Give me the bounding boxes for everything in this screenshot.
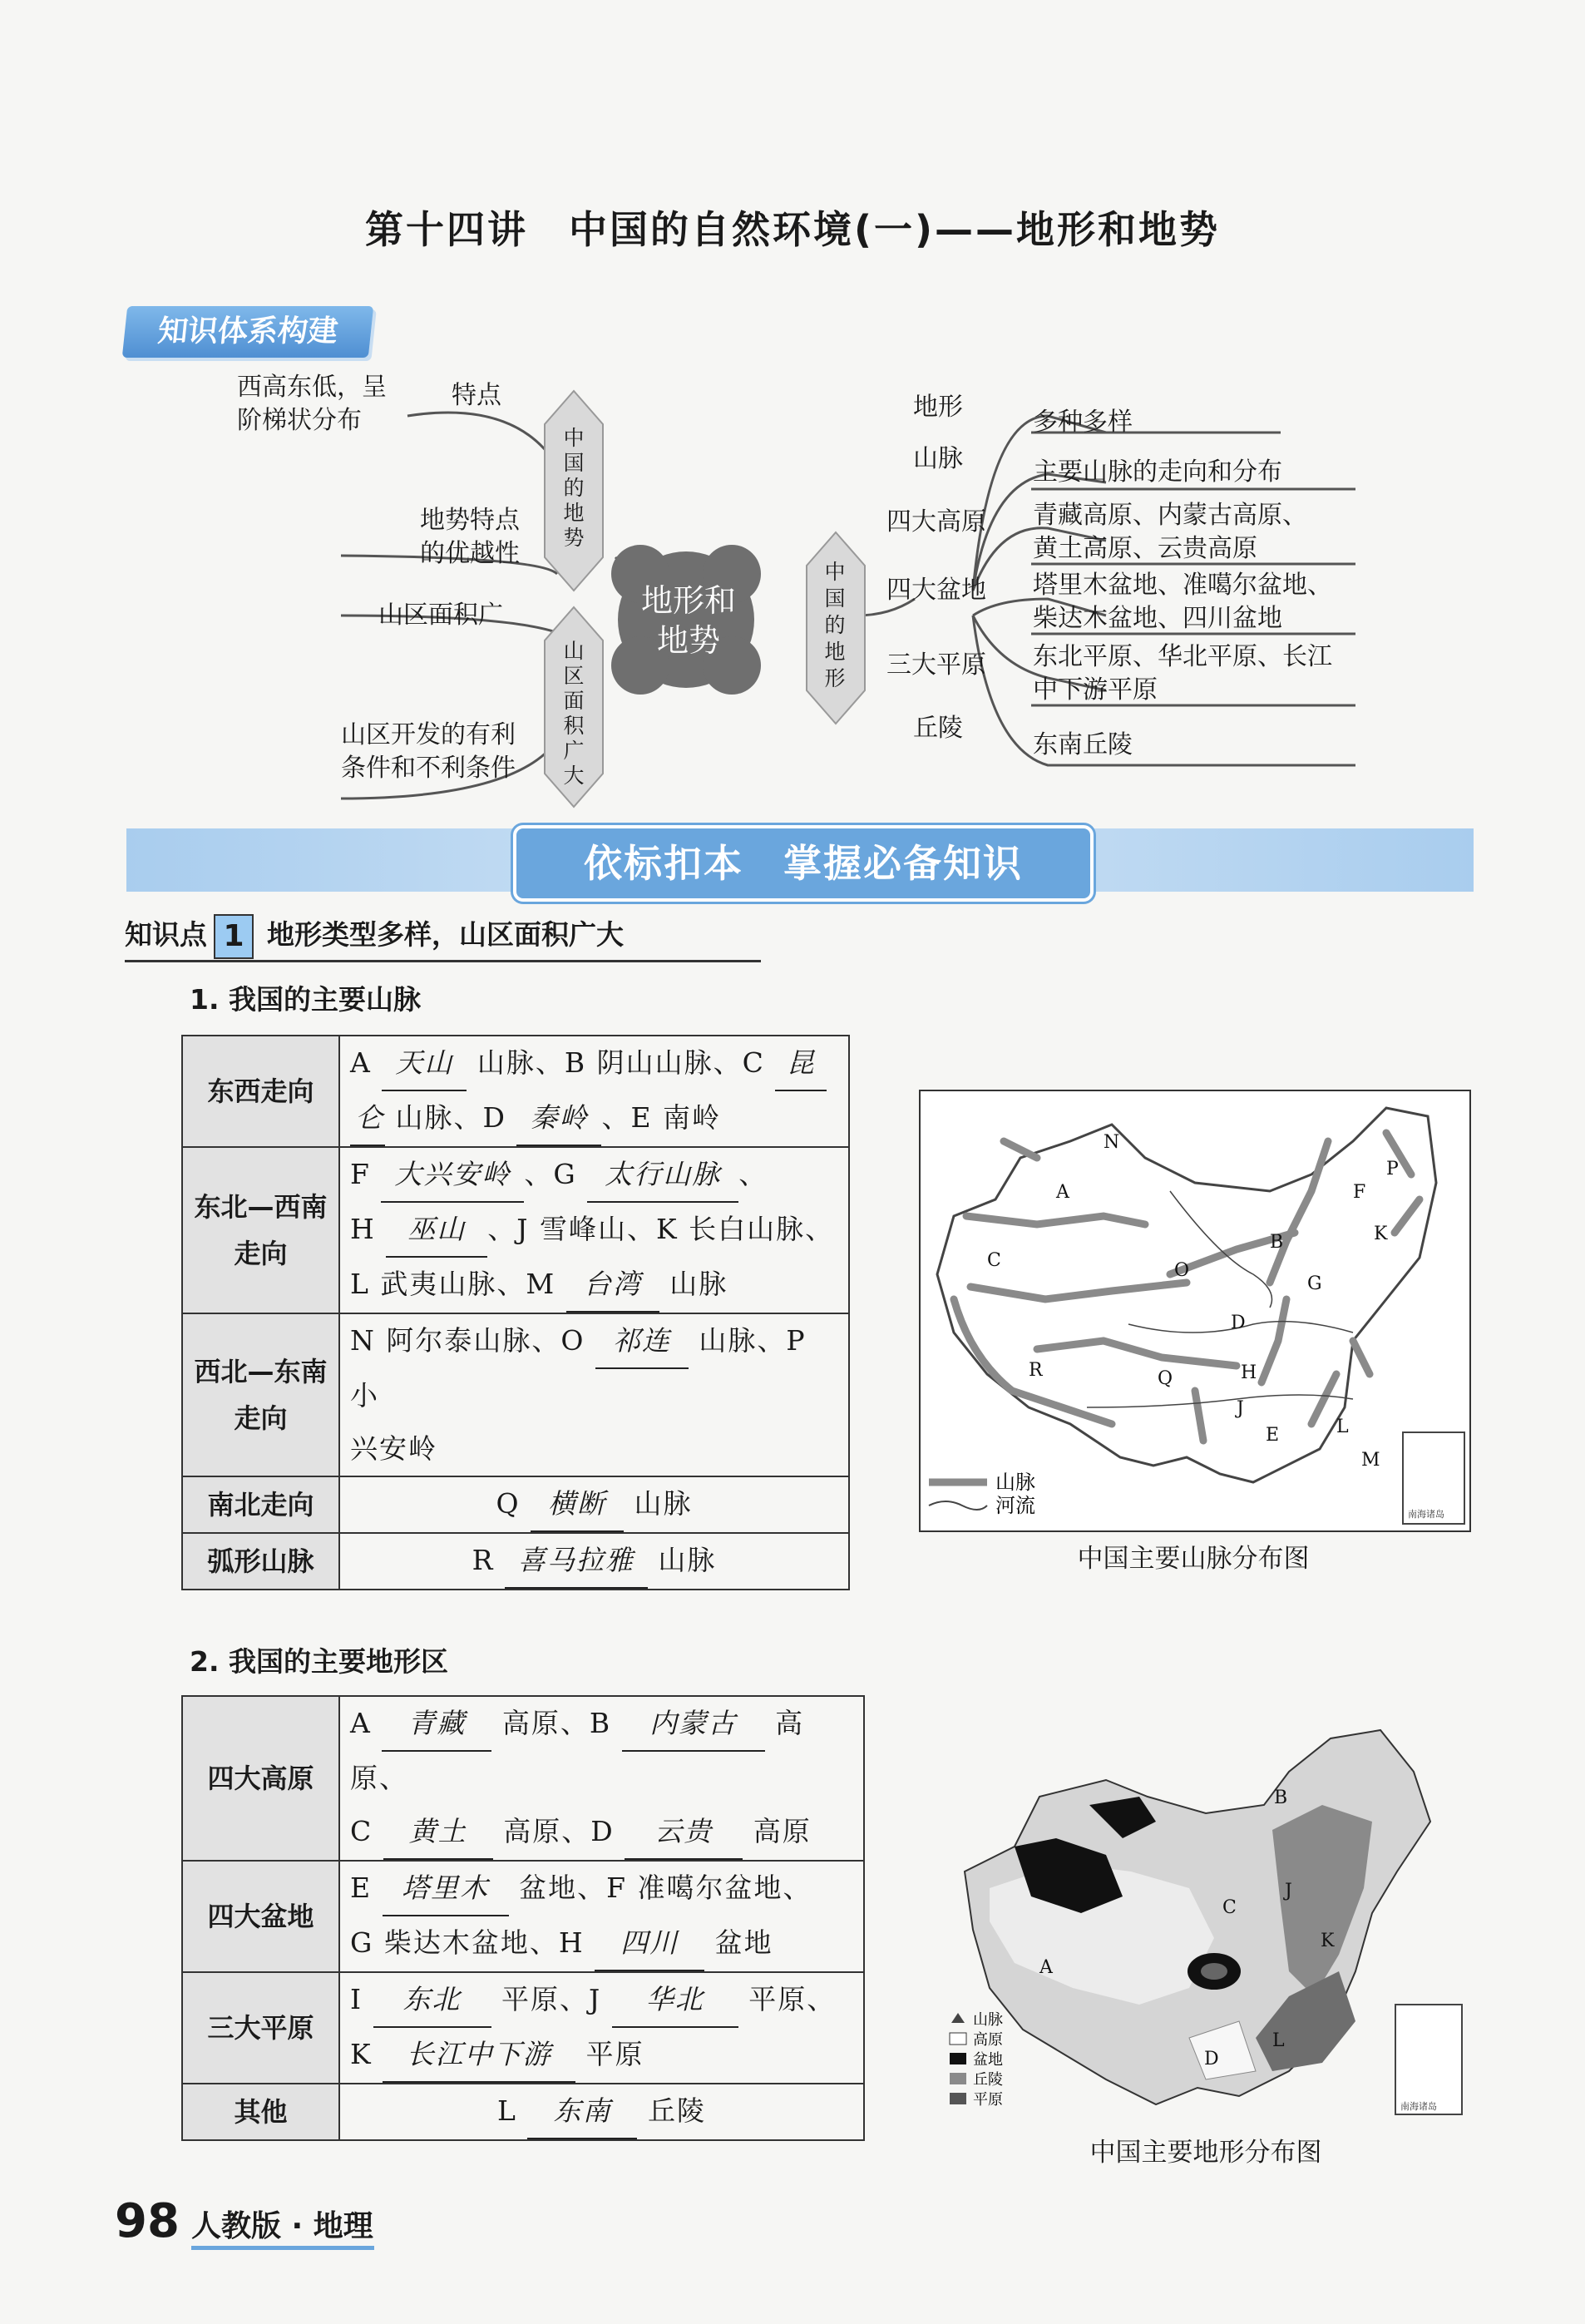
table-row: [182, 2084, 864, 2140]
knowledge-point-heading: 知识点 1 地形类型多样，山区面积广大: [125, 910, 761, 962]
right-value-plateaus: 青藏高原、内蒙古高原、 黄土高原、云贵高原: [1033, 501, 1307, 563]
table-row: [182, 1313, 849, 1476]
map-letter: Q: [1158, 1368, 1173, 1389]
right-label-landform: 地形: [913, 393, 963, 422]
landforms-map-caption: 中国主要地形分布图: [1089, 2138, 1322, 2168]
map-letter: C: [1222, 1897, 1237, 1918]
row-content: A 天山 山脉、B 阴山山脉、C 昆 仑 山脉、D 秦岭 、E 南岭: [339, 1036, 849, 1147]
map-letter: A: [1056, 1182, 1069, 1203]
legend-hills: 丘陵: [973, 2071, 1003, 2089]
row-content: Q 横断 山脉: [339, 1476, 849, 1533]
legend-mountain: 山脉: [995, 1471, 1035, 1494]
landforms-map: [940, 1722, 1472, 2138]
mountains-map-caption: 中国主要山脉分布图: [1077, 1544, 1310, 1574]
row-header: 四大盆地: [182, 1861, 339, 1972]
map-letter: K: [1374, 1224, 1388, 1244]
map-letter: R: [1029, 1360, 1043, 1381]
mindmap-feature-label: 特点: [452, 381, 501, 410]
row-content: E 塔里木 盆地、F 准噶尔盆地、 G 柴达木盆地、H 四川 盆地: [339, 1861, 864, 1972]
legend-mountain: 山脉: [973, 2011, 1003, 2029]
right-label-plains: 三大平原: [886, 650, 986, 680]
table-row: [182, 1476, 849, 1533]
table-row: [182, 1036, 849, 1147]
right-value-mountains: 主要山脉的走向和分布: [1033, 457, 1282, 487]
page-number: 98: [115, 2194, 180, 2248]
table-row: [182, 1972, 864, 2084]
right-label-mountains: 山脉: [913, 444, 963, 473]
map-letter: B: [1274, 1788, 1288, 1808]
row-content: L 东南 丘陵: [339, 2084, 864, 2140]
table-row: [182, 1147, 849, 1313]
map-letter: D: [1231, 1313, 1246, 1333]
row-content: A 青藏 高原、B 内蒙古 高原、 C 黄土 高原、D 云贵 高原: [339, 1696, 864, 1861]
row-header: 东北—西南走向: [182, 1147, 339, 1313]
map-letter: J: [1285, 1881, 1292, 1901]
right-value-hills: 东南丘陵: [1033, 730, 1133, 759]
mindmap-advantage: 地势特点 的优越性: [420, 506, 520, 568]
row-header: 弧形山脉: [182, 1533, 339, 1590]
map-inset-label: 南海诸岛: [1400, 2101, 1437, 2112]
page-title: 第十四讲 中国的自然环境(一)——地形和地势: [364, 207, 1221, 252]
mindmap-center: 地形和 地势: [640, 582, 736, 659]
mountains-table: [181, 1035, 850, 1590]
mindmap-feature-value: 西高东低，呈 阶梯状分布: [237, 373, 387, 435]
branch-top-label: 中国的地势: [563, 426, 585, 550]
map-letter: L: [1272, 2030, 1285, 2051]
right-label-hills: 丘陵: [913, 714, 963, 743]
map-letter: G: [1307, 1273, 1322, 1294]
knowledge-point-number: 1: [214, 914, 254, 959]
section2-title: 2. 我国的主要地形区: [190, 1645, 448, 1678]
row-header: 西北—东南走向: [182, 1313, 339, 1476]
legend-plateau: 高原: [973, 2031, 1003, 2049]
table-row: [182, 1861, 864, 1972]
band-title: 依标扣本 掌握必备知识: [513, 825, 1094, 902]
section-tag: 知识体系构建: [122, 306, 374, 358]
row-header: 三大平原: [182, 1972, 339, 2084]
mindmap-development: 山区开发的有利 条件和不利条件: [341, 720, 516, 783]
map-letter: L: [1336, 1417, 1349, 1437]
branch-bottom-label: 山区面积广大: [563, 639, 585, 788]
map-letter: F: [1353, 1182, 1366, 1203]
row-header: 四大高原: [182, 1696, 339, 1861]
table-row: [182, 1533, 849, 1590]
row-header: 南北走向: [182, 1476, 339, 1533]
map-letter: J: [1237, 1398, 1244, 1419]
right-value-landform: 多种多样: [1033, 408, 1133, 437]
row-content: R 喜马拉雅 山脉: [339, 1533, 849, 1590]
right-value-basins: 塔里木盆地、准噶尔盆地、 柴达木盆地、四川盆地: [1033, 571, 1332, 633]
map-letter: K: [1321, 1931, 1335, 1951]
map-letter: M: [1361, 1450, 1380, 1471]
row-content: N 阿尔泰山脉、O 祁连 山脉、P 小 兴安岭: [339, 1313, 849, 1476]
row-content: I 东北 平原、J 华北 平原、 K 长江中下游 平原: [339, 1972, 864, 2084]
footer-text: 人教版 · 地理: [191, 2209, 373, 2243]
map-letter: C: [987, 1250, 1001, 1271]
map-letter: E: [1266, 1425, 1280, 1446]
branch-right-label: 中国的地形: [824, 560, 846, 690]
right-label-plateaus: 四大高原: [886, 507, 986, 536]
legend-plain: 平原: [973, 2091, 1003, 2109]
map-letter: D: [1204, 2049, 1219, 2069]
mindmap-mountain-area: 山区面积广: [378, 601, 503, 630]
map-letter: P: [1386, 1159, 1399, 1179]
row-content: F 大兴安岭 、G 太行山脉 、 H 巫山 、J 雪峰山、K 长白山脉、 L 武夷山脉、M 台湾 山脉: [339, 1147, 849, 1313]
map-letter: H: [1241, 1362, 1257, 1383]
section1-title: 1. 我国的主要山脉: [190, 983, 421, 1016]
table-row: [182, 1696, 864, 1861]
map-letter: B: [1270, 1232, 1284, 1253]
footer-line: [191, 2246, 374, 2250]
map-inset-label: 南海诸岛: [1408, 1509, 1444, 1520]
mountains-map: [919, 1090, 1471, 1532]
mountains-map-graphic: [921, 1091, 1469, 1530]
map-letter: N: [1104, 1132, 1120, 1153]
legend-river: 河流: [995, 1494, 1035, 1517]
map-letter: O: [1174, 1260, 1190, 1281]
row-header: 东西走向: [182, 1036, 339, 1147]
landforms-map-graphic: [940, 1722, 1472, 2138]
right-value-plains: 东北平原、华北平原、长江 中下游平原: [1033, 642, 1332, 705]
landforms-table: [181, 1695, 865, 2141]
right-label-basins: 四大盆地: [886, 576, 986, 605]
legend-basin: 盆地: [973, 2051, 1003, 2069]
row-header: 其他: [182, 2084, 339, 2140]
map-letter: A: [1039, 1957, 1053, 1978]
